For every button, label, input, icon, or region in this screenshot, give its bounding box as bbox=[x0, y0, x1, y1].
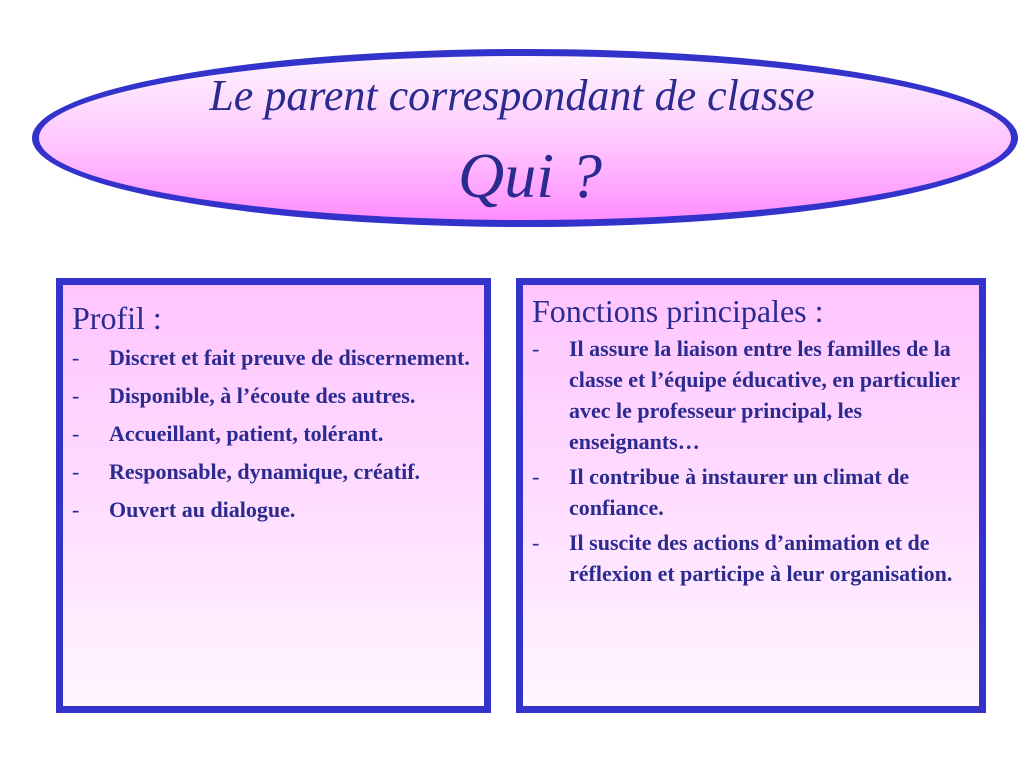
list-item-text: Disponible, à l’écoute des autres. bbox=[109, 383, 416, 408]
slide-subtitle: Qui ? bbox=[458, 140, 602, 211]
list-item bbox=[63, 380, 484, 412]
bullet-dash: - bbox=[532, 336, 540, 361]
fonctions-heading: Fonctions principales : bbox=[532, 293, 824, 329]
list-item-text: Il contribue à instaurer un climat de confiance. bbox=[569, 464, 910, 520]
bullet-dash: - bbox=[72, 345, 80, 370]
list-item bbox=[63, 342, 484, 374]
bullet-dash: - bbox=[72, 383, 80, 408]
bullet-dash: - bbox=[72, 459, 80, 484]
list-item bbox=[63, 418, 484, 450]
list-item-text: Ouvert au dialogue. bbox=[109, 497, 296, 522]
bullet-dash: - bbox=[532, 464, 540, 489]
fonctions-box bbox=[516, 278, 986, 713]
list-item bbox=[523, 333, 979, 457]
list-item bbox=[63, 456, 484, 488]
profil-heading: Profil : bbox=[72, 300, 162, 336]
list-item bbox=[523, 527, 979, 589]
fonctions-list bbox=[523, 333, 979, 589]
bullet-dash: - bbox=[532, 530, 540, 555]
list-item-text: Il suscite des actions d’animation et de réflexion et participe à leur organisation. bbox=[569, 530, 953, 586]
list-item-text: Accueillant, patient, tolérant. bbox=[109, 421, 384, 446]
profil-list bbox=[63, 342, 484, 526]
bullet-dash: - bbox=[72, 497, 80, 522]
profil-box bbox=[56, 278, 491, 713]
list-item bbox=[523, 461, 979, 523]
list-item-text: Responsable, dynamique, créatif. bbox=[109, 459, 421, 484]
list-item-text: Discret et fait preuve de discernement. bbox=[109, 345, 470, 370]
list-item bbox=[63, 494, 484, 526]
list-item-text: Il assure la liaison entre les familles de la classe et l’équipe éducative, en particulier avec le professeur principal, les enseignants… bbox=[569, 336, 960, 454]
slide-title: Le parent correspondant de classe bbox=[209, 71, 815, 120]
bullet-dash: - bbox=[72, 421, 80, 446]
